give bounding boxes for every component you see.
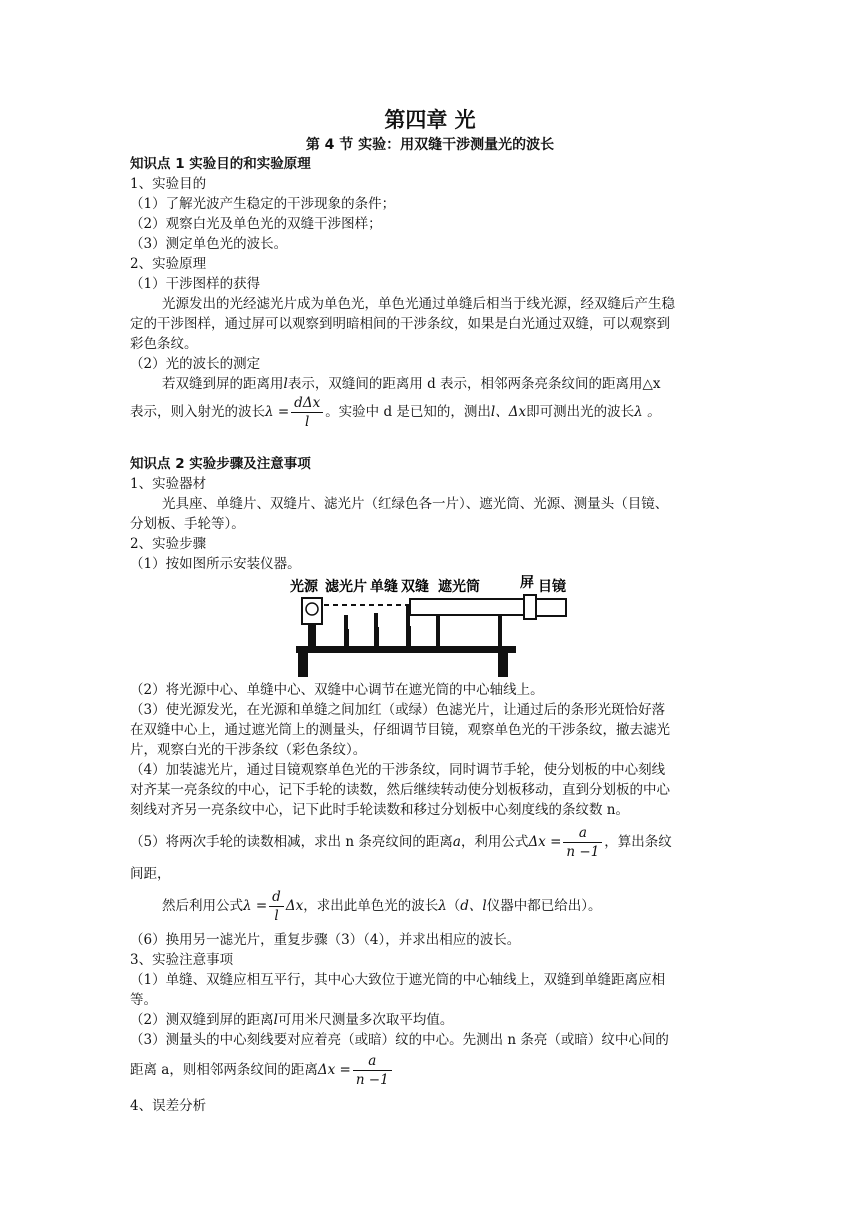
label-double-slit: 双缝 <box>401 579 429 595</box>
text: （ <box>446 898 461 914</box>
text: ，求出此单色光的波长 <box>303 898 439 914</box>
text: （2）测双缝到屏的距离 <box>130 1012 274 1028</box>
fraction-denominator: l <box>274 908 279 924</box>
step-6: （6）换用另一滤光片，重复步骤（3）（4），并求出相应的波长。 <box>130 932 521 948</box>
note-3-line1: （3）测量头的中心刻线要对应着亮（或暗）纹的中心。先测出 n 条亮（或暗）纹中心间的 <box>130 1032 669 1048</box>
optical-bench <box>296 646 516 677</box>
apparatus-diagram <box>288 575 576 679</box>
note-2 <box>130 1010 453 1030</box>
variable-l: l <box>273 1012 278 1028</box>
principle-sub1: （1）干涉图样的获得 <box>130 276 261 292</box>
label-single-slit: 单缝 <box>370 579 398 595</box>
purpose-item: （2）观察白光及单色光的双缝干涉图样； <box>130 216 382 232</box>
label-filter: 滤光片 <box>325 579 367 595</box>
text: 表示，则入射光的波长 <box>130 404 265 420</box>
step-4-line: （4）加装滤光片，通过目镜观察单色光的干涉条纹，同时调节手轮，使分划板的中心刻线 <box>130 762 666 778</box>
step-3-line: （3）使光源发光，在光源和单缝之间加红（或绿）色滤光片，让通过后的条形光斑恰好落 <box>130 702 666 718</box>
fraction-denominator: n −1 <box>355 1072 389 1088</box>
principle-para2-line1 <box>162 374 661 394</box>
equip-heading: 1、实验器材 <box>130 476 207 492</box>
text: 若双缝到屏的距离用 <box>162 376 284 392</box>
chapter-title: 第四章 光 <box>384 108 476 132</box>
fraction-numerator: a <box>353 1052 392 1071</box>
label-light-source: 光源 <box>290 579 318 595</box>
error-heading: 4、误差分析 <box>130 1098 207 1114</box>
purpose-heading: 1、实验目的 <box>130 176 207 192</box>
text: 即可测出光的波长 <box>526 404 635 420</box>
step-4-line: 刻线对齐另一亮条纹中心，记下此时手轮读数和移过分划板中心刻度线的条纹数 n。 <box>130 802 629 818</box>
text: 表示，双缝间的距离用 d 表示，相邻两条亮条纹间的距离用△x <box>287 376 661 392</box>
principle-para-line: 光源发出的光经滤光片成为单色光，单色光通过单缝后相当于线光源，经双缝后产生稳 <box>162 296 675 312</box>
step-5-line2: 间距， <box>130 866 171 882</box>
kp2-heading: 知识点 2 实验步骤及注意事项 <box>130 456 311 472</box>
fraction-numerator: dΔx <box>291 394 323 413</box>
label-tube: 遮光筒 <box>438 579 480 595</box>
steps-heading: 2、实验步骤 <box>130 536 207 552</box>
single-slit-holder <box>374 613 379 646</box>
formula-lhs: Δx = <box>317 1062 351 1078</box>
text: ，利用公式 <box>460 834 529 850</box>
label-eyepiece: 目镜 <box>538 579 566 595</box>
notes-heading: 3、实验注意事项 <box>130 952 234 968</box>
step-5-line3 <box>162 886 601 926</box>
principle-para-line: 彩色条纹。 <box>130 336 198 352</box>
label-screen: 屏 <box>520 575 534 591</box>
text: 。实验中 d 是已知的，测出 <box>325 404 491 420</box>
principle-sub2: （2）光的波长的测定 <box>130 356 261 372</box>
bulb-icon <box>302 598 322 646</box>
text: 然后利用公式 <box>162 898 243 914</box>
fraction <box>563 824 602 861</box>
purpose-item: （3）测定单色光的波长。 <box>130 236 288 252</box>
formula-lhs: λ = <box>265 404 290 420</box>
fraction <box>291 394 323 431</box>
section-title: 第 4 节 实验：用双缝干涉测量光的波长 <box>305 137 555 153</box>
fraction-denominator: l <box>305 414 310 430</box>
step-3-line: 片，观察白光的干涉条纹（彩色条纹）。 <box>130 742 367 758</box>
note-1-line: 等。 <box>130 992 157 1008</box>
principle-heading: 2、实验原理 <box>130 256 207 272</box>
text: 仪器中都已给出）。 <box>486 898 602 914</box>
lambda: λ <box>438 898 447 914</box>
note-1-line: （1）单缝、双缝应相互平行，其中心大致位于遮光筒的中心轴线上，双缝到单缝距离应相 <box>130 972 666 988</box>
step-5-line1 <box>130 822 672 862</box>
equip-line: 光具座、单缝片、双缝片、滤光片（红绿色各一片）、遮光筒、光源、测量头（目镜、 <box>162 496 669 512</box>
step-3-line: 在双缝中心上，通过遮光筒上的测量头，仔细调节目镜，观察单色光的干涉条纹，撤去滤光 <box>130 722 670 738</box>
fraction <box>353 1052 392 1089</box>
text: 距离 a，则相邻两条纹间的距离 <box>130 1062 318 1078</box>
fraction-numerator: a <box>563 824 602 843</box>
variables: d、l <box>460 898 487 914</box>
filter-holder <box>344 615 349 646</box>
variable-a: a <box>452 834 461 850</box>
note-3-line2 <box>130 1050 394 1090</box>
shading-tube <box>410 595 566 646</box>
kp1-heading: 知识点 1 实验目的和实验原理 <box>130 156 311 172</box>
fraction-denominator: n −1 <box>566 844 600 860</box>
fraction <box>269 888 284 925</box>
step-4-line: 对齐某一亮条纹的中心，记下手轮的读数，然后继续转动使分划板移动，直到分划板的中心 <box>130 782 670 798</box>
text: （5）将两次手轮的读数相减，求出 n 条亮纹间的距离 <box>130 834 453 850</box>
wavelength-formula-line <box>130 392 660 432</box>
fraction-numerator: d <box>269 888 284 907</box>
text: ，算出条纹 <box>604 834 672 850</box>
delta-x: Δx <box>285 898 304 914</box>
variable-l: l <box>283 376 288 392</box>
formula-lhs: λ = <box>243 898 268 914</box>
principle-para-line: 定的干涉图样，通过屏可以观察到明暗相间的干涉条纹，如果是白光通过双缝，可以观察到 <box>130 316 670 332</box>
step-2: （2）将光源中心、单缝中心、双缝中心调节在遮光筒的中心轴线上。 <box>130 682 544 698</box>
equip-line: 分划板、手轮等）。 <box>130 516 245 532</box>
step-1: （1）按如图所示安装仪器。 <box>130 556 301 572</box>
variables: l、Δx <box>490 404 527 420</box>
text: 可用米尺测量多次取平均值。 <box>277 1012 454 1028</box>
purpose-item: （1）了解光波产生稳定的干涉现象的条件； <box>130 196 396 212</box>
formula-lhs: Δx = <box>528 834 562 850</box>
lambda: λ 。 <box>634 404 661 420</box>
